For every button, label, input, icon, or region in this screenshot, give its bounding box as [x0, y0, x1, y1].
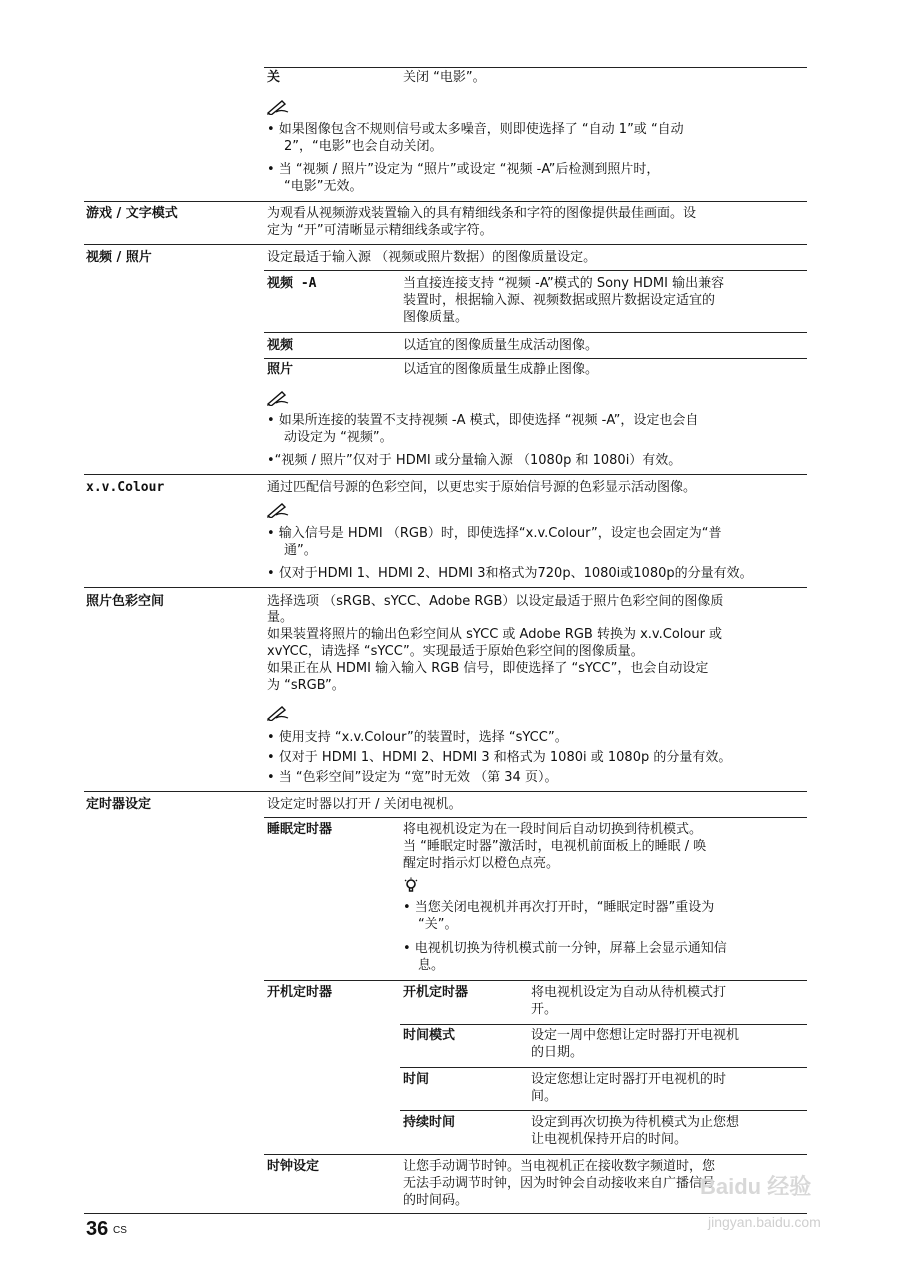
setting-desc: 通过匹配信号源的色彩空间，以更忠实于原始信号源的色彩显示活动图像。 — [267, 480, 697, 495]
setting-desc: 量。 — [267, 610, 294, 625]
option-desc: 图像质量。 — [403, 310, 469, 325]
note-line: • 仅对于HDMI 1、HDMI 2、HDMI 3和格式为720p、1080i或1080p的分量有效。 — [267, 566, 753, 581]
divider — [84, 244, 807, 245]
option-desc: 让您手动调节时钟。当电视机正在接收数字频道时，您 — [403, 1159, 716, 1174]
option-desc: 将电视机设定为在一段时间后自动切换到待机模式。 — [403, 822, 703, 837]
watermark-url: jingyan.baidu.com — [708, 1214, 821, 1230]
option-label-photo: 照片 — [267, 362, 294, 377]
note-line: “电影”无效。 — [284, 179, 363, 194]
divider — [400, 1067, 807, 1068]
tip-line: • 当您关闭电视机并再次打开时，“睡眠定时器”重设为 — [403, 900, 715, 915]
sub-option-label: 持续时间 — [403, 1115, 456, 1130]
setting-desc: 设定最适于输入源 （视频或照片数据）的图像质量设定。 — [267, 250, 597, 265]
sub-option-desc: 让电视机保持开启的时间。 — [531, 1132, 688, 1147]
option-label-video-a: 视频 -A — [267, 276, 317, 291]
divider — [264, 270, 807, 271]
note-line: 2”，“电影”也会自动关闭。 — [284, 139, 443, 154]
sub-option-desc: 的日期。 — [531, 1045, 584, 1060]
note-line: • 当 “视频 / 照片”设定为 “照片”或设定 “视频 -A”后检测到照片时， — [267, 162, 660, 177]
page-number: 36 — [86, 1218, 109, 1240]
divider — [84, 587, 807, 588]
divider — [400, 1110, 807, 1111]
sub-option-desc: 开。 — [531, 1002, 558, 1017]
note-icon — [266, 502, 290, 518]
option-desc: 醒定时指示灯以橙色点亮。 — [403, 856, 560, 871]
sub-option-label: 时间模式 — [403, 1028, 456, 1043]
note-line: • 当 “色彩空间”设定为 “宽”时无效 （第 34 页）。 — [267, 770, 558, 785]
setting-desc: 为观看从视频游戏装置输入的具有精细线条和字符的图像提供最佳画面。设 — [267, 206, 697, 221]
setting-desc: xvYCC，请选择 “sYCC”。实现最适于原始色彩空间的图像质量。 — [267, 644, 644, 659]
sub-option-desc: 将电视机设定为自动从待机模式打 — [531, 985, 727, 1000]
note-line: • 仅对于 HDMI 1、HDMI 2、HDMI 3 和格式为 1080i 或 1080p 的分量有效。 — [267, 750, 732, 765]
option-label-sleep-timer: 睡眠定时器 — [267, 822, 333, 837]
tip-icon — [404, 877, 418, 893]
option-desc: 当 “睡眠定时器”激活时，电视机前面板上的睡眠 / 唤 — [403, 839, 707, 854]
note-line: • 使用支持 “x.v.Colour”的装置时，选择 “sYCC”。 — [267, 730, 568, 745]
setting-desc: 如果装置将照片的输出色彩空间从 sYCC 或 Adobe RGB 转换为 x.v.Colour 或 — [267, 627, 723, 642]
divider — [84, 201, 807, 202]
page-number-suffix: CS — [113, 1225, 127, 1236]
divider — [84, 1213, 807, 1214]
option-desc: 装置时，根据输入源、视频数据或照片数据设定适宜的 — [403, 293, 716, 308]
divider — [264, 67, 807, 68]
tip-line: 息。 — [418, 958, 445, 973]
tip-line: “关”。 — [418, 917, 458, 932]
divider — [84, 474, 807, 475]
option-label-off: 关 — [267, 70, 281, 85]
option-desc: 的时间码。 — [403, 1193, 469, 1208]
note-line: • 如果图像包含不规则信号或太多噪音，则即使选择了 “自动 1”或 “自动 — [267, 122, 684, 137]
sub-option-desc: 设定到再次切换为待机模式为止您想 — [531, 1115, 740, 1130]
watermark-logo: Baidu 经验 — [700, 1174, 812, 1199]
setting-desc: 选择选项 （sRGB、sYCC、Adobe RGB）以设定最适于照片色彩空间的图像质 — [267, 594, 724, 609]
setting-desc: 设定定时器以打开 / 关闭电视机。 — [267, 797, 462, 812]
sub-option-desc: 设定您想让定时器打开电视机的时 — [531, 1072, 727, 1087]
setting-label-xvcolour: x.v.Colour — [86, 480, 165, 495]
setting-label-timer: 定时器设定 — [86, 797, 152, 812]
divider — [264, 980, 807, 981]
tip-line: • 电视机切换为待机模式前一分钟，屏幕上会显示通知信 — [403, 941, 727, 956]
option-desc: 无法手动调节时钟，因为时钟会自动接收来自广播信号 — [403, 1176, 716, 1191]
sub-option-label: 开机定时器 — [403, 985, 469, 1000]
setting-label-game-mode: 游戏 / 文字模式 — [86, 206, 178, 221]
option-desc: 当直接连接支持 “视频 -A”模式的 Sony HDMI 输出兼容 — [403, 276, 725, 291]
divider — [400, 1024, 807, 1025]
divider — [84, 791, 807, 792]
option-desc: 以适宜的图像质量生成活动图像。 — [403, 338, 599, 353]
note-line: • 如果所连接的装置不支持视频 -A 模式，即使选择 “视频 -A”，设定也会自 — [267, 413, 699, 428]
sub-option-desc: 间。 — [531, 1089, 558, 1104]
setting-label-video-photo: 视频 / 照片 — [86, 250, 152, 265]
divider — [264, 332, 807, 333]
option-label-on-timer: 开机定时器 — [267, 985, 333, 1000]
divider — [264, 1154, 807, 1155]
setting-desc: 如果正在从 HDMI 输入输入 RGB 信号，即使选择了 “sYCC”，也会自动设定 — [267, 661, 709, 676]
setting-label-photo-color-space: 照片色彩空间 — [86, 594, 165, 609]
note-line: •“视频 / 照片”仅对于 HDMI 或分量输入源 （1080p 和 1080i）有效。 — [267, 453, 682, 468]
divider — [264, 817, 807, 818]
sub-option-label: 时间 — [403, 1072, 430, 1087]
note-line: • 输入信号是 HDMI （RGB）时，即使选择“x.v.Colour”，设定也会固定为“普 — [267, 526, 722, 541]
note-icon — [266, 99, 290, 115]
option-desc-off: 关闭 “电影”。 — [403, 70, 486, 85]
setting-desc: 为 “sRGB”。 — [267, 678, 345, 693]
sub-option-desc: 设定一周中您想让定时器打开电视机 — [531, 1028, 740, 1043]
option-label-video: 视频 — [267, 338, 294, 353]
note-icon — [266, 390, 290, 406]
divider — [264, 358, 807, 359]
note-line: 通”。 — [284, 543, 317, 558]
note-icon — [266, 705, 290, 721]
option-desc: 以适宜的图像质量生成静止图像。 — [403, 362, 599, 377]
setting-desc: 定为 “开”可清晰显示精细线条或字符。 — [267, 223, 493, 238]
option-label-clock-set: 时钟设定 — [267, 1159, 320, 1174]
note-line: 动设定为 “视频”。 — [284, 430, 393, 445]
